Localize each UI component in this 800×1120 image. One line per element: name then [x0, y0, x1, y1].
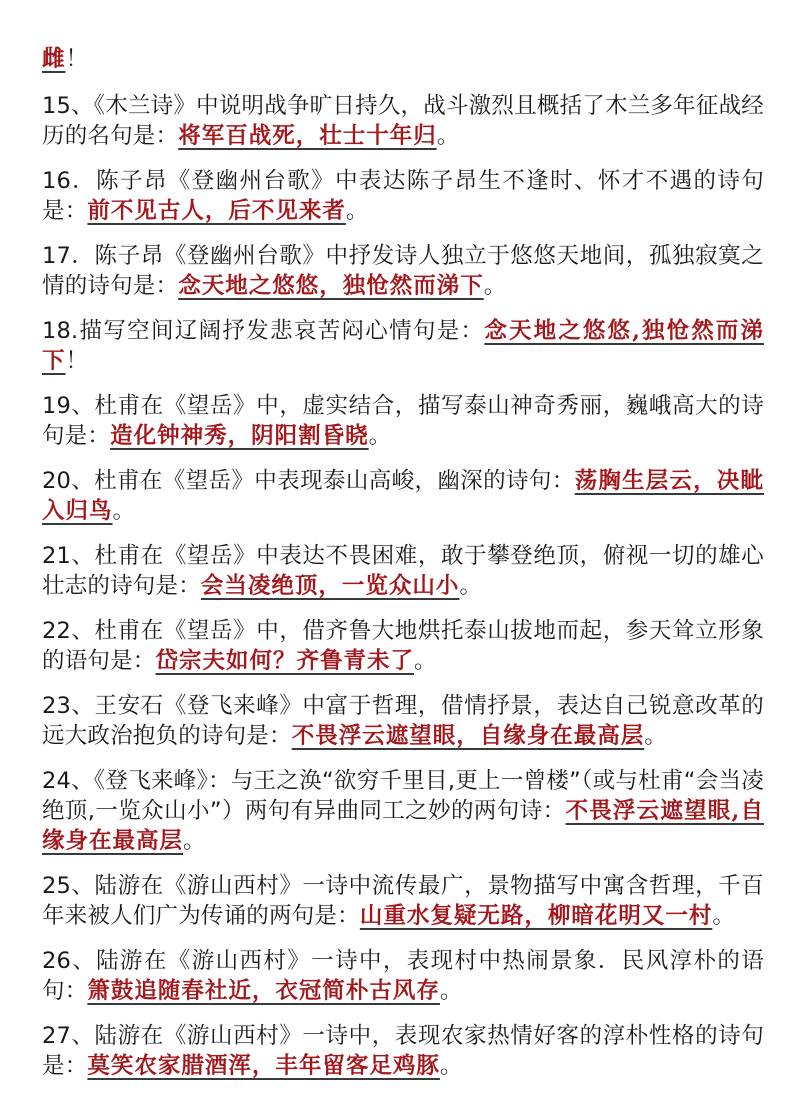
- question-item-20: [42, 466, 764, 526]
- answer-text: 不畏浮云遮望眼，自缘身在最高层: [291, 723, 645, 749]
- answer-text: 荡胸生层云，决眦入归鸟: [42, 468, 764, 524]
- answer-tail: 。: [436, 123, 460, 149]
- answer-tail: ！: [65, 348, 89, 374]
- question-prompt: 25、陆游在《游山西村》一诗中流传最广，景物描写中寓含哲理，千百年来被人们广为传诵的两句是：: [42, 873, 764, 929]
- answer-text: 造化钟神秀，阴阳割昏晓: [110, 423, 369, 449]
- question-item-19: [42, 391, 764, 451]
- question-item-21: [42, 541, 764, 601]
- answer-text: 岱宗夫如何？齐鲁青未了: [155, 648, 415, 674]
- quiz-document: [42, 44, 764, 1096]
- answer-tail: 。: [112, 498, 136, 524]
- answer-tail: 。: [439, 978, 463, 1004]
- question-prompt: 27、陆游在《游山西村》一诗中，表现农家热情好客的淳朴性格的诗句是：: [42, 1023, 764, 1079]
- answer-text: 山重水复疑无路，柳暗花明又一村: [359, 903, 713, 929]
- question-prompt: 23、王安石《登飞来峰》中富于哲理，借情抒景，表达自己锐意改革的远大政治抱负的诗句是：: [42, 693, 764, 749]
- question-prompt: 18.描写空间辽阔抒发悲哀苦闷心情句是：: [42, 318, 485, 344]
- answer-text: 前不见古人，后不见来者: [87, 198, 346, 224]
- answer-tail: 。: [459, 573, 483, 599]
- question-item-27: [42, 1021, 764, 1081]
- question-item-22: [42, 616, 764, 676]
- question-item-17: [42, 241, 764, 301]
- answer-text: 箫鼓追随春社近，衣冠简朴古风存: [87, 978, 440, 1004]
- question-prompt: 15、《木兰诗》中说明战争旷日持久，战斗激烈且概括了木兰多年征战经历的名句是：: [42, 93, 764, 149]
- answer-tail: ！: [65, 46, 89, 72]
- answer-tail: 。: [368, 423, 392, 449]
- answer-text: 雌: [42, 46, 66, 72]
- question-item-23: [42, 691, 764, 751]
- question-prompt: 17．陈子昂《登幽州台歌》中抒发诗人独立于悠悠天地间，孤独寂寞之情的诗句是：: [42, 243, 764, 299]
- question-prompt: 16．陈子昂《登幽州台歌》中表达陈子昂生不逢时、怀才不遇的诗句是：: [42, 168, 764, 224]
- question-item-16: [42, 166, 764, 226]
- answer-tail: 。: [712, 903, 736, 929]
- answer-tail: 。: [414, 648, 437, 674]
- answer-text: 念天地之悠悠,独怆然而涕下: [42, 318, 764, 374]
- question-item-24: [42, 766, 764, 856]
- answer-text: 会当凌绝顶，一览众山小: [200, 573, 460, 599]
- question-item-26: [42, 946, 764, 1006]
- answer-tail: 。: [644, 723, 667, 749]
- question-prompt: 19、杜甫在《望岳》中，虚实结合，描写泰山神奇秀丽，巍峨高大的诗句是：: [42, 393, 764, 449]
- answer-text: 念天地之悠悠，独怆然而涕下: [178, 273, 484, 299]
- continued-answer: [42, 44, 764, 74]
- answer-text: 不畏浮云遮望眼,自缘身在最高层: [42, 798, 764, 854]
- question-item-15: [42, 91, 764, 151]
- question-prompt: 24、《登飞来峰》：与王之涣“欲穷千里目,更上一曾楼”（或与杜甫“会当凌绝顶,一览众山小”）两句有异曲同工之妙的两句诗：: [42, 768, 764, 824]
- answer-tail: 。: [183, 828, 206, 854]
- answer-tail: 。: [345, 198, 369, 224]
- question-prompt: 21、杜甫在《望岳》中表达不畏困难，敢于攀登绝顶，俯视一切的雄心壮志的诗句是：: [42, 543, 764, 599]
- answer-tail: 。: [439, 1053, 463, 1079]
- answer-tail: 。: [483, 273, 507, 299]
- answer-text: 将军百战死，壮士十年归: [178, 123, 437, 149]
- question-prompt: 26、陆游在《游山西村》一诗中，表现村中热闹景象．民风淳朴的语句：: [42, 948, 764, 1004]
- answer-text: 莫笑农家腊酒浑，丰年留客足鸡豚: [87, 1053, 440, 1079]
- question-item-18: [42, 316, 764, 376]
- question-prompt: 20、杜甫在《望岳》中表现泰山高峻，幽深的诗句：: [42, 468, 575, 494]
- question-item-25: [42, 871, 764, 931]
- question-prompt: 22、杜甫在《望岳》中，借齐鲁大地烘托泰山拔地而起，参天耸立形象的语句是：: [42, 618, 764, 674]
